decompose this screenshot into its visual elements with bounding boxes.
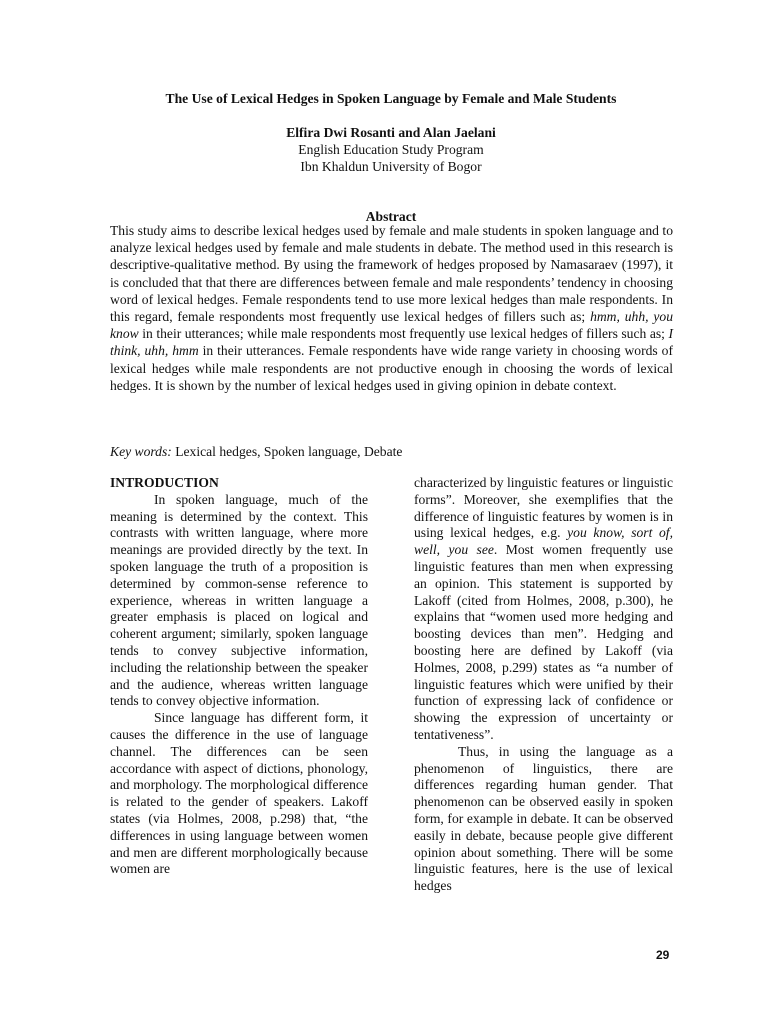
intro-paragraph-1: In spoken language, much of the meaning is determined by the context. This contrasts with written language, where more meanings are provided directly by the text. In spoken language the truth of a proposition is determined by common-sense reference to experience, whereas in written language a greater emphasis is placed on logical and coherent argument; similarly, spoken language tends to convey subjective information, including the relationship between the speaker and the audience, whereas written language tends to convey objective information. [110,491,368,709]
abstract-female-fillers: hmm, uhh, you know [110,309,673,342]
affiliation-university: Ibn Khaldun University of Bogor [300,159,482,174]
page-number: 29 [656,948,670,962]
author-block [100,124,682,175]
paper-title: The Use of Lexical Hedges in Spoken Language by Female and Male Students [165,91,617,106]
keywords-label: Key words: [110,444,172,459]
abstract-heading: Abstract [365,209,417,224]
keywords-text: Lexical hedges, Spoken language, Debate [175,444,403,459]
right-p1-part-a: characterized by linguistic features or linguistic forms”. Moreover, she exemplifies that the difference of linguistic features by women is in using lexical hedges, e.g. [414,475,673,541]
introduction-heading: INTRODUCTION [110,475,219,490]
abstract-text [110,222,673,394]
abstract-male-fillers: I think, uhh, hmm [110,326,673,359]
right-paragraph-2: Thus, in using the language as a phenomenon of linguistics, there are differences regarding human gender. That phenomenon can be observed easily in spoken form, for example in debate. It can be observed easily in debate, because people give different opinion about something. There will be some linguistic features, here is the use of lexical hedges [414,743,673,894]
hedge-examples: you know, sort of, well, you see [414,525,673,558]
right-column [414,475,673,895]
right-paragraph-1 [414,475,673,744]
keywords [110,443,673,460]
intro-paragraph-2: Since language has different form, it causes the difference in the use of language channel. The differences can be seen accordance with aspect of dictions, phonology, and morphology. The morphological difference is related to the gender of speakers. Lakoff states (via Holmes, 2008, p.298) that, “the differences in using language between women and men are different morphologically because women are [110,710,368,877]
left-column [110,475,368,878]
abstract-part-2: in their utterances; while male respondents most frequently use lexical hedges of fillers such as; [142,326,665,342]
abstract-part-1: This study aims to describe lexical hedges used by female and male students in spoken language and to analyze lexical hedges used by female and male students in debate. The method used in this research is descriptive-qualitative method. By using the framework of hedges proposed by Namasaraev (1997), it is concluded that that there are differences between female and male respondents’ tendency in choosing word of lexical hedges. Female respondents tend to use more lexical hedges than male respondents. In this regard, female respondents most frequently use lexical hedges of fillers such as; [110,223,673,325]
affiliation-program: English Education Study Program [298,142,484,157]
right-p1-part-b: . Most women frequently use linguistic features than men when expressing an opinion. This statement is supported by Lakoff (cited from Holmes, 2008, p.300), he explains that “women used more hedging and boosting devices than men”. Hedging and boosting here are defined by Lakoff (via Holmes, 2008, p.299) states as “a number of linguistic features which were unified by their function of expressing lack of confidence or showing the expression of uncertainty or tentativeness”. [414,542,673,742]
author-names: Elfira Dwi Rosanti and Alan Jaelani [286,125,496,140]
abstract-part-3: in their utterances. Female respondents have wide range variety in choosing words of lexical hedges while male respondents are not productive enough in choosing the words of lexical hedges. It is shown by the number of lexical hedges used in giving opinion in debate context. [110,343,673,393]
